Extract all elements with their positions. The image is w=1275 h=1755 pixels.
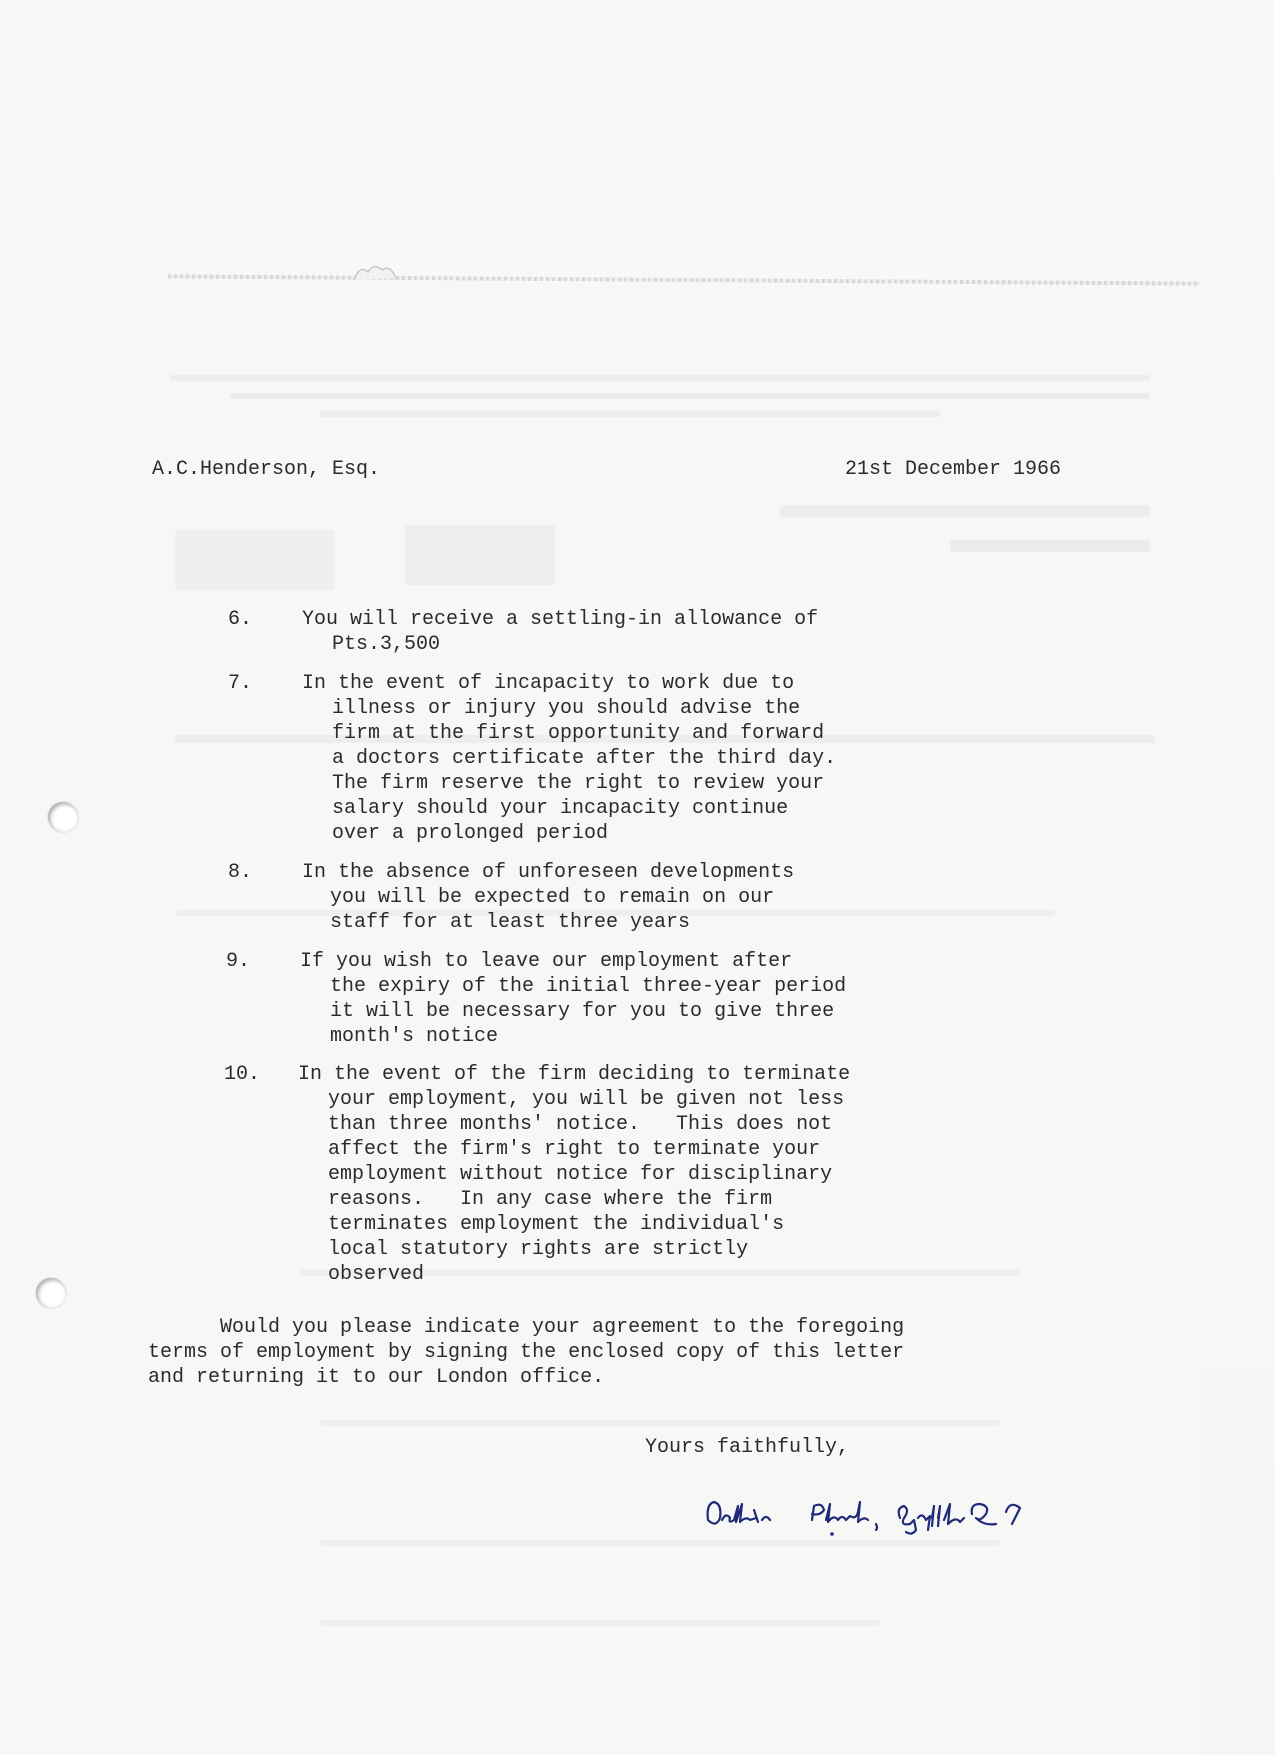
closing-line: terms of employment by signing the enclosed copy of this letter <box>148 1341 905 1364</box>
letterhead-ghost <box>230 393 1150 399</box>
item-line: month's notice <box>330 1025 499 1048</box>
valediction: Yours faithfully, <box>645 1436 850 1459</box>
letterhead-ghost <box>405 525 555 585</box>
item-line: illness or injury you should advise the <box>332 697 801 720</box>
item-line: salary should your incapacity continue <box>332 797 789 820</box>
item-line: In the event of the firm deciding to terminate <box>298 1063 851 1086</box>
list-item <box>300 949 846 1049</box>
item-line: your employment, you will be given not less <box>328 1088 845 1111</box>
item-line: local statutory rights are strictly <box>328 1238 749 1261</box>
item-line: staff for at least three years <box>330 911 691 934</box>
item-number: 10. <box>224 1063 261 1086</box>
handwritten-signature <box>700 1490 1120 1540</box>
letterhead-ghost <box>175 530 335 590</box>
item-line: affect the firm's right to terminate your <box>328 1138 821 1161</box>
list-item <box>302 860 794 935</box>
closing-paragraph <box>148 1315 904 1390</box>
torn-paper-tab <box>352 262 398 282</box>
item-line: employment without notice for disciplinary <box>328 1163 833 1186</box>
letter-date: 21st December 1966 <box>845 458 1062 481</box>
item-line: You will receive a settling-in allowance of <box>302 608 819 631</box>
item-line: you will be expected to remain on our <box>330 886 775 909</box>
letterhead-ghost <box>320 411 940 417</box>
closing-line: Would you please indicate your agreement to the foregoing <box>220 1316 905 1339</box>
item-number: 6. <box>228 608 253 631</box>
item-line: The firm reserve the right to review your <box>332 772 825 795</box>
item-line: it will be necessary for you to give three <box>330 1000 835 1023</box>
item-line: If you wish to leave our employment after <box>300 950 793 973</box>
letterhead-ghost <box>950 540 1150 552</box>
item-line: a doctors certificate after the third day. <box>332 747 837 770</box>
letterhead-ghost <box>170 375 1150 381</box>
letterhead-ghost <box>780 505 1150 517</box>
list-item <box>298 1062 850 1287</box>
item-line: terminates employment the individual's <box>328 1213 785 1236</box>
reverse-text-ghost <box>320 1540 1000 1546</box>
reverse-text-ghost <box>320 1420 1000 1426</box>
item-line: over a prolonged period <box>332 822 609 845</box>
item-number: 9. <box>226 950 251 973</box>
addressee: A.C.Henderson, Esq. <box>152 458 381 481</box>
item-line: In the event of incapacity to work due to <box>302 672 795 695</box>
reverse-text-ghost <box>320 1620 880 1626</box>
item-number: 8. <box>228 861 253 884</box>
item-line: Pts.3,500 <box>332 633 441 656</box>
item-number: 7. <box>228 672 253 695</box>
item-line: reasons. In any case where the firm <box>328 1188 773 1211</box>
list-item <box>302 607 818 657</box>
item-line: the expiry of the initial three-year period <box>330 975 847 998</box>
punch-hole-upper <box>48 802 78 832</box>
list-item <box>302 671 836 846</box>
punch-hole-lower <box>36 1278 66 1308</box>
item-line: than three months' notice. This does not <box>328 1113 833 1136</box>
closing-line: and returning it to our London office. <box>148 1366 605 1389</box>
item-line: firm at the first opportunity and forward <box>332 722 825 745</box>
item-line: observed <box>328 1263 425 1286</box>
item-line: In the absence of unforeseen developments <box>302 861 795 884</box>
